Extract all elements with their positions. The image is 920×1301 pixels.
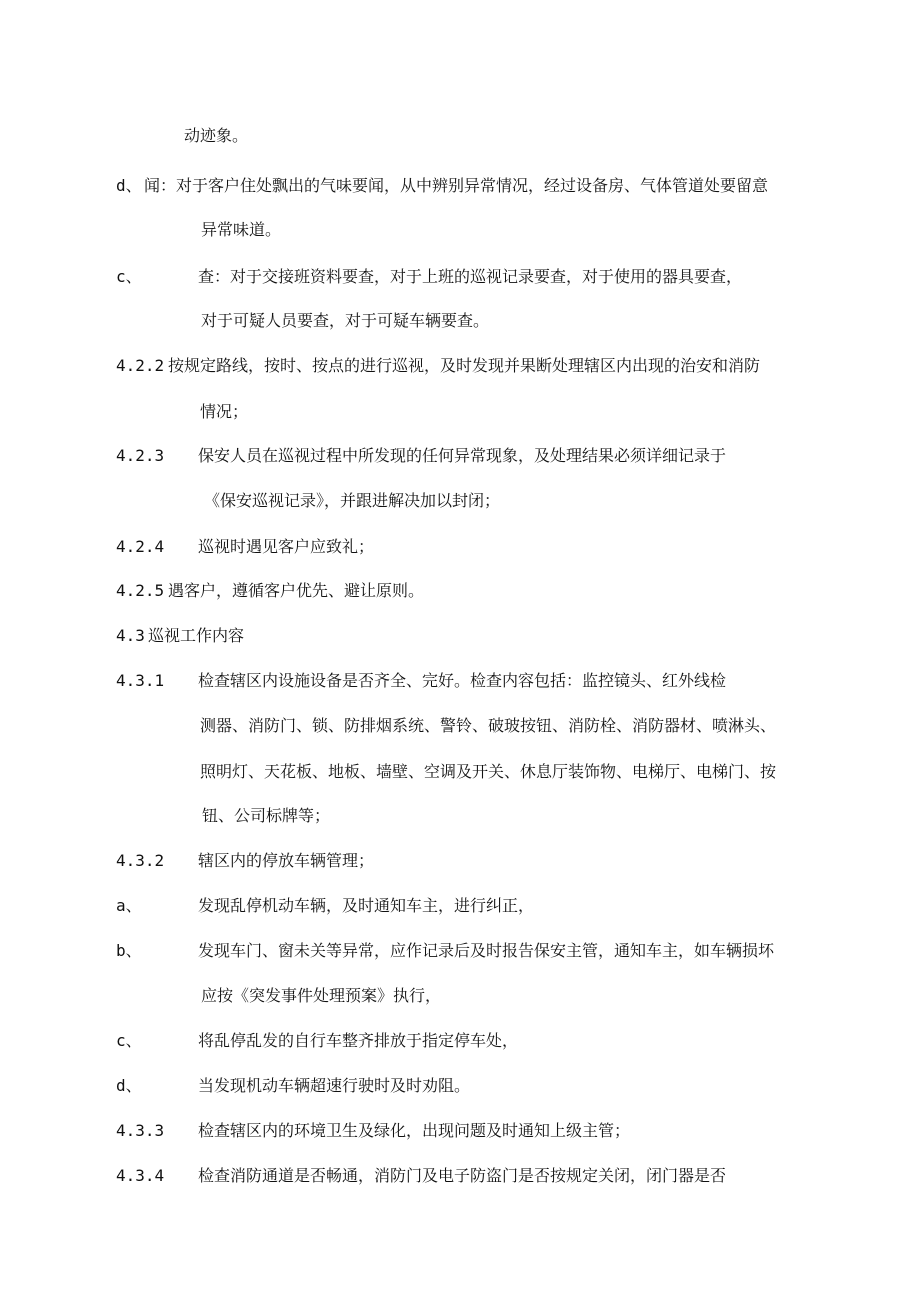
line-8-marker: 4.2.3	[116, 446, 165, 465]
line-11-text: 遇客户，遵循客户优先、避让原则。	[168, 581, 425, 600]
line-24-text: 检查消防通道是否畅通，消防门及电子防盗门是否按规定关闭，闭门器是否	[198, 1166, 727, 1185]
line-7-text: 情况；	[200, 402, 249, 421]
line-13-text: 检查辖区内设施设备是否齐全、完好。检查内容包括：监控镜头、红外线检	[198, 671, 727, 690]
line-1-text: 动迹象。	[184, 126, 249, 145]
line-15-text: 照明灯、天花板、地板、墙壁、空调及开关、休息厅装饰物、电梯厅、电梯门、按	[200, 762, 777, 781]
line-4-marker: c、	[116, 267, 142, 286]
section-4-3-title: 巡视工作内容	[148, 626, 245, 645]
line-22-marker: d、	[116, 1076, 142, 1095]
line-24-marker: 4.3.4	[116, 1166, 165, 1185]
line-6-marker: 4.2.2	[116, 356, 165, 375]
line-17-text: 辖区内的停放车辆管理；	[198, 851, 375, 870]
line-13-marker: 4.3.1	[116, 671, 165, 690]
line-17-marker: 4.3.2	[116, 851, 165, 870]
line-2-text: 闻：对于客户住处飘出的气味要闻，从中辨别异常情况，经过设备房、气体管道处要留意	[144, 176, 769, 195]
line-23-marker: 4.3.3	[116, 1121, 165, 1140]
line-10-marker: 4.2.4	[116, 537, 165, 556]
line-5-text: 对于可疑人员要查，对于可疑车辆要查。	[201, 311, 490, 330]
line-19-text: 发现车门、窗未关等异常，应作记录后及时报告保安主管，通知车主，如车辆损坏	[198, 941, 775, 960]
line-4-text: 查：对于交接班资料要查，对于上班的巡视记录要查，对于使用的器具要查，	[198, 267, 743, 286]
line-14-text: 测器、消防门、锁、防排烟系统、警铃、破玻按钮、消防栓、消防器材、喷淋头、	[200, 716, 777, 735]
line-3-text: 异常味道。	[201, 220, 282, 239]
line-16-text: 钮、公司标牌等；	[202, 806, 331, 825]
line-9-text: 《保安巡视记录》，并跟进解决加以封闭；	[204, 491, 501, 510]
line-19-marker: b、	[116, 941, 142, 960]
line-20-text: 应按《突发事件处理预案》执行，	[201, 986, 442, 1005]
line-11-marker: 4.2.5	[116, 581, 165, 600]
line-8-text: 保安人员在巡视过程中所发现的任何异常现象，及处理结果必须详细记录于	[198, 446, 727, 465]
line-10-text: 巡视时遇见客户应致礼；	[198, 537, 375, 556]
line-2-marker: d、	[116, 176, 142, 195]
line-6-text: 按规定路线，按时、按点的进行巡视，及时发现并果断处理辖区内出现的治安和消防	[168, 356, 761, 375]
line-22-text: 当发现机动车辆超速行驶时及时劝阻。	[198, 1076, 471, 1095]
line-21-marker: c、	[116, 1031, 142, 1050]
section-4-3-number: 4.3	[116, 626, 145, 645]
line-21-text: 将乱停乱发的自行车整齐排放于指定停车处，	[198, 1031, 519, 1050]
line-18-text: 发现乱停机动车辆，及时通知车主，进行纠正，	[198, 896, 535, 915]
line-18-marker: a、	[116, 896, 142, 915]
line-23-text: 检查辖区内的环境卫生及绿化，出现问题及时通知上级主管；	[198, 1121, 631, 1140]
